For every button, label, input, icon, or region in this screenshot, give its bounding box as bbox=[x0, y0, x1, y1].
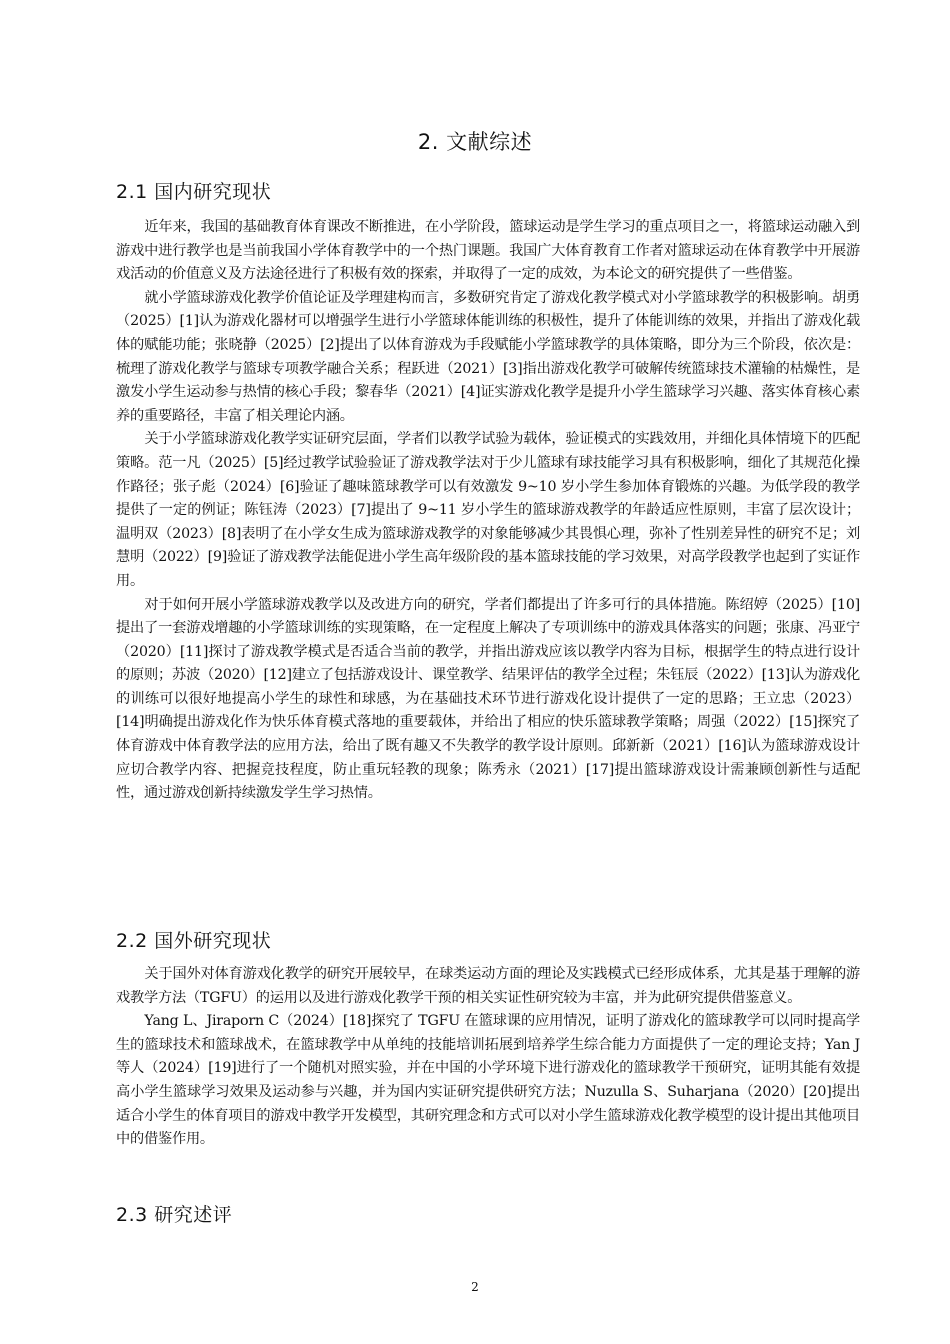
paragraph: 关于国外对体育游戏化教学的研究开展较早，在球类运动方面的理论及实践模式已经形成体系，尤其是基于理解的游戏教学方法（TGFU）的运用以及进行游戏化教学干预的相关实证性研究较为丰富，并为此研究提供借鉴意义。 bbox=[116, 966, 860, 1006]
section-heading-2-1: 2.1 国内研究现状 bbox=[116, 181, 272, 203]
section-heading-2-2: 2.2 国外研究现状 bbox=[116, 930, 272, 952]
section-body-2-2 bbox=[116, 963, 860, 1152]
section-heading-2-3: 2.3 研究述评 bbox=[116, 1204, 233, 1226]
chapter-title: 2. 文献综述 bbox=[417, 130, 533, 154]
paragraph: 关于小学篮球游戏化教学实证研究层面，学者们以教学试验为载体，验证模式的实践效用，并细化具体情境下的匹配策略。范一凡（2025）[5]经过教学试验验证了游戏教学法对于少儿篮球有球技能学习具有积极影响，细化了其规范化操作路径；张子彪（2024）[6]验证了趣味篮球教学可以有效激发 9~10 岁小学生参加体育锻炼的兴趣。为低学段的教学提供了一定的例证；陈钰涛（2023）[7]提出了 9~11 岁小学生的篮球游戏教学的年龄适应性原则，丰富了层次设计；温明双（2023）[8]表明了在小学女生成为篮球游戏教学的对象能够减少其畏惧心理，弥补了性别差异性的研究不足；刘慧明（2022）[9]验证了游戏教学法能促进小学生高年级阶段的基本篮球技能的学习效果，对高学段教学也起到了实证作用。 bbox=[116, 431, 860, 589]
page-number: 2 bbox=[471, 1280, 479, 1294]
paragraph: 近年来，我国的基础教育体育课改不断推进，在小学阶段，篮球运动是学生学习的重点项目之一，将篮球运动融入到游戏中进行教学也是当前我国小学体育教学中的一个热门课题。我国广大体育教育工作者对篮球运动在体育教学中开展游戏活动的价值意义及方法途径进行了积极有效的探索，并取得了一定的成效，为本论文的研究提供了一些借鉴。 bbox=[116, 219, 860, 283]
paragraph: 对于如何开展小学篮球游戏教学以及改进方向的研究，学者们都提出了许多可行的具体措施。陈绍婷（2025）[10]提出了一套游戏增趣的小学篮球训练的实现策略，在一定程度上解决了专项训练中的游戏具体落实的问题；张康、冯亚宁（2020）[11]探讨了游戏教学模式是否适合当前的教学，并指出游戏应该以教学内容为目标，根据学生的特点进行设计的原则；苏波（2020）[12]建立了包括游戏设计、课堂教学、结果评估的教学全过程；朱钰辰（2022）[13]认为游戏化的训练可以很好地提高小学生的球性和球感，为在基础技术环节进行游戏化设计提供了一定的思路；王立忠（2023）[14]明确提出游戏化作为快乐体育模式落地的重要载体，并给出了相应的快乐篮球教学策略；周强（2022）[15]探究了体育游戏中体育教学法的应用方法，给出了既有趣又不失教学的教学设计原则。邱新新（2021）[16]认为篮球游戏设计应切合教学内容、把握竞技程度，防止重玩轻教的现象；陈秀永（2021）[17]提出篮球游戏设计需兼顾创新性与适配性，通过游戏创新持续激发学生学习热情。 bbox=[116, 596, 860, 802]
section-body-2-1 bbox=[116, 216, 860, 806]
paragraph: Yang L、Jiraporn C（2024）[18]探究了 TGFU 在篮球课的应用情况，证明了游戏化的篮球教学可以同时提高学生的篮球技术和篮球战术，在篮球教学中从单纯的技能培训拓展到培养学生综合能力方面提供了一定的理论支持；Yan J 等人（2024）[19]进行了一个随机对照实验，并在中国的小学环境下进行游戏化的篮球教学干预研究，证明其能有效提高小学生篮球学习效果及运动参与兴趣，并为国内实证研究提供研究方法；Nuzulla S、Suharjana（2020）[20]提出适合小学生的体育项目的游戏中教学开发模型，其研究理念和方式可以对小学生篮球游戏化教学模型的设计提出其他项目中的借鉴作用。 bbox=[116, 1013, 860, 1148]
paragraph: 就小学篮球游戏化教学价值论证及学理建构而言，多数研究肯定了游戏化教学模式对小学篮球教学的积极影响。胡勇（2025）[1]认为游戏化器材可以增强学生进行小学篮球体能训练的积极性，提升了体能训练的效果，并指出了游戏化载体的赋能功能；张晓静（2025）[2]提出了以体育游戏为手段赋能小学篮球教学的具体策略，即分为三个阶段，依次是：梳理了游戏化教学与篮球专项教学融合关系；程跃进（2021）[3]指出游戏化教学可破解传统篮球技术灌输的枯燥性，是激发小学生运动参与热情的核心手段；黎春华（2021）[4]证实游戏化教学是提升小学生篮球学习兴趣、落实体育核心素养的重要路径，丰富了相关理论内涵。 bbox=[116, 289, 860, 424]
